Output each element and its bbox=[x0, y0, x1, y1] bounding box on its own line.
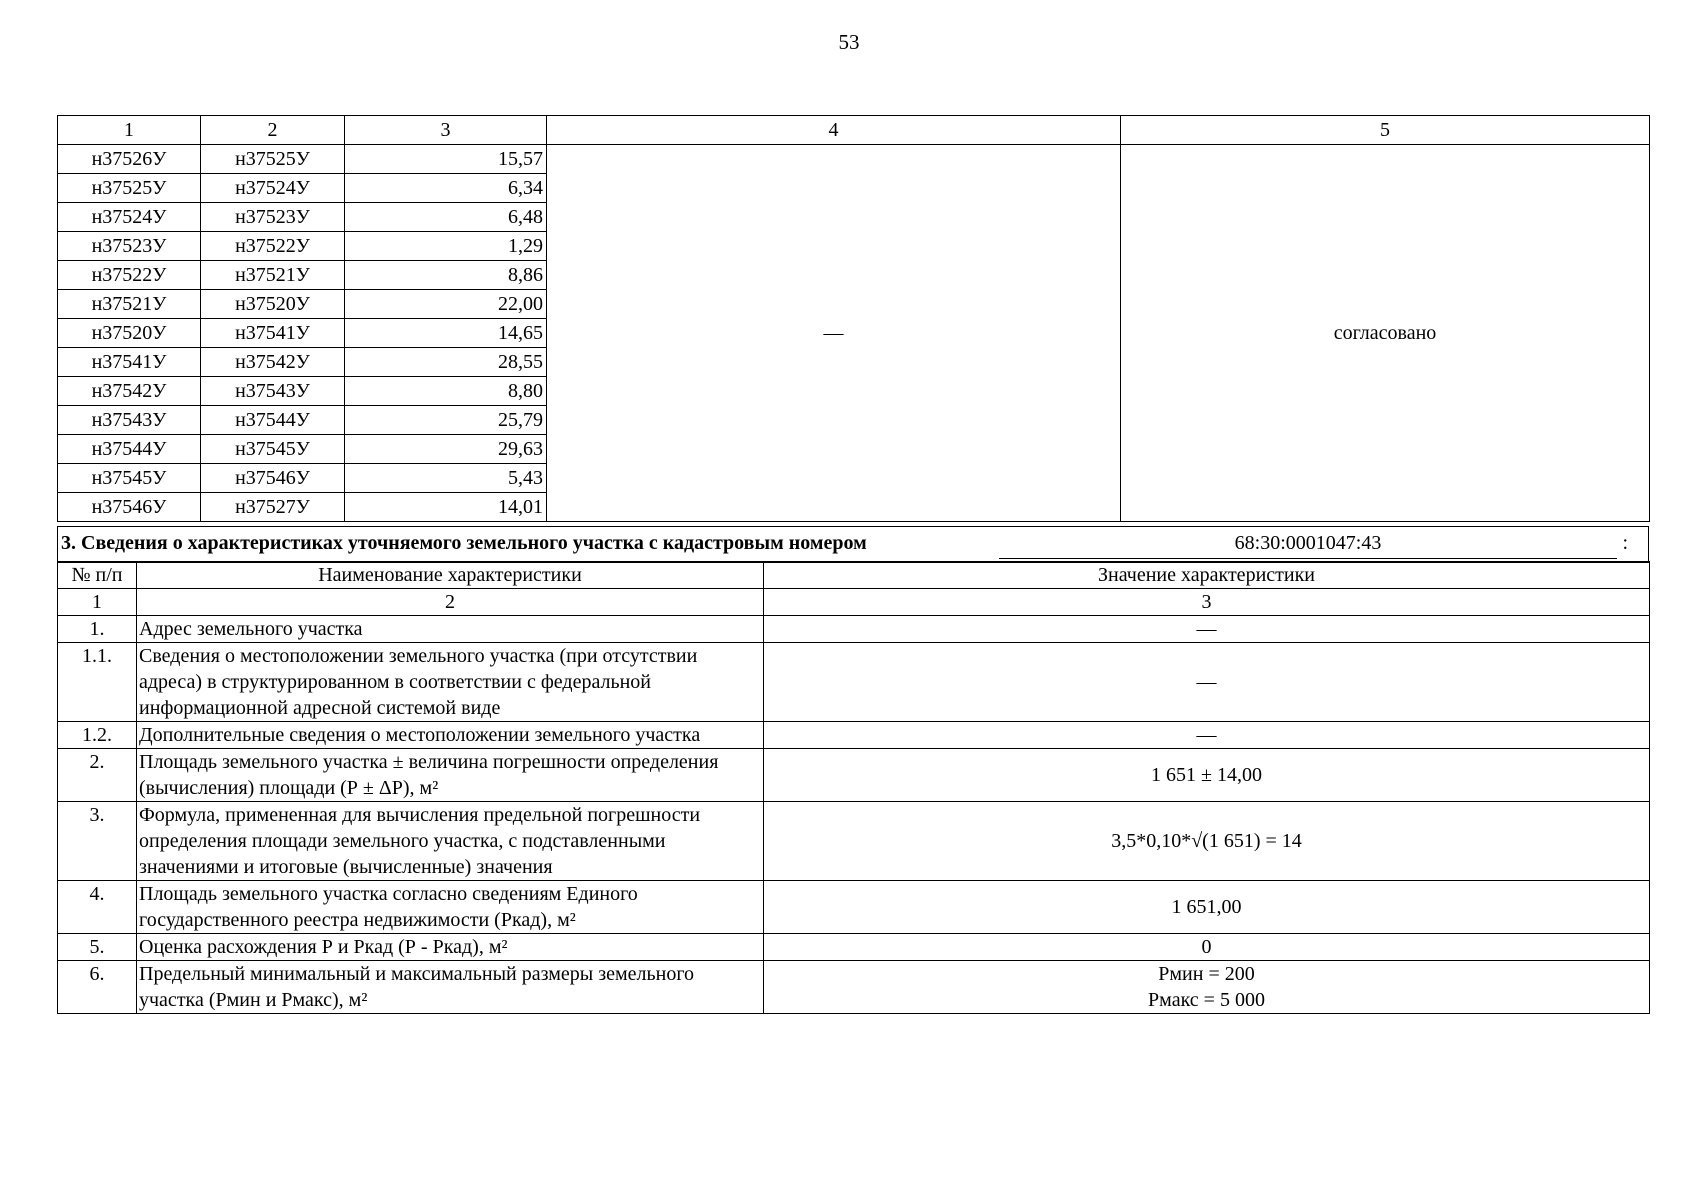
characteristics-header-row bbox=[58, 562, 1650, 589]
length-cell: 28,55 bbox=[345, 348, 547, 377]
point-to-cell: н37523У bbox=[201, 203, 345, 232]
header-cell: 2 bbox=[201, 116, 345, 145]
point-from-cell: н37526У bbox=[58, 145, 201, 174]
point-from-cell: н37543У bbox=[58, 406, 201, 435]
characteristic-value-cell bbox=[764, 616, 1650, 643]
index-cell: 2 bbox=[137, 589, 764, 616]
length-cell: 14,65 bbox=[345, 319, 547, 348]
point-from-cell: н37541У bbox=[58, 348, 201, 377]
row-number-cell: 4. bbox=[58, 881, 137, 934]
characteristic-row bbox=[58, 961, 1650, 1014]
point-from-cell: н37524У bbox=[58, 203, 201, 232]
characteristic-name-cell: Оценка расхождения Р и Ркад (Р - Ркад), м² bbox=[137, 934, 764, 961]
point-from-cell: н37520У bbox=[58, 319, 201, 348]
characteristic-row bbox=[58, 749, 1650, 802]
characteristics-table bbox=[57, 561, 1650, 1014]
point-to-cell: н37521У bbox=[201, 261, 345, 290]
point-to-cell: н37524У bbox=[201, 174, 345, 203]
point-from-cell: н37523У bbox=[58, 232, 201, 261]
point-from-cell: н37521У bbox=[58, 290, 201, 319]
value-text-secondary: Рмакс = 5 000 bbox=[1148, 989, 1265, 1011]
characteristic-value-cell bbox=[764, 881, 1650, 934]
characteristics-index-row bbox=[58, 589, 1650, 616]
length-cell: 14,01 bbox=[345, 493, 547, 522]
segments-table bbox=[57, 115, 1650, 522]
length-cell: 6,34 bbox=[345, 174, 547, 203]
characteristic-value-cell bbox=[764, 934, 1650, 961]
point-to-cell: н37522У bbox=[201, 232, 345, 261]
header-cell: 4 bbox=[547, 116, 1121, 145]
characteristic-value-cell bbox=[764, 802, 1650, 881]
header-cell: 5 bbox=[1121, 116, 1650, 145]
column4-merged-cell: — bbox=[547, 145, 1121, 522]
section3-title-table bbox=[57, 526, 1649, 563]
header-cell: Наименование характеристики bbox=[137, 562, 764, 589]
point-to-cell: н37527У bbox=[201, 493, 345, 522]
point-from-cell: н37522У bbox=[58, 261, 201, 290]
point-from-cell: н37546У bbox=[58, 493, 201, 522]
row-number-cell: 1.1. bbox=[58, 643, 137, 722]
characteristic-row bbox=[58, 722, 1650, 749]
point-to-cell: н37520У bbox=[201, 290, 345, 319]
point-to-cell: н37541У bbox=[201, 319, 345, 348]
section3-title-cell bbox=[58, 527, 1649, 563]
characteristic-name-cell: Адрес земельного участка bbox=[137, 616, 764, 643]
title-colon: : bbox=[1622, 532, 1628, 554]
point-to-cell: н37542У bbox=[201, 348, 345, 377]
point-from-cell: н37544У bbox=[58, 435, 201, 464]
length-cell: 1,29 bbox=[345, 232, 547, 261]
segments-header-row bbox=[58, 116, 1650, 145]
section-title: 3. Сведения о характеристиках уточняемого земельного участка с кадастровым номером bbox=[61, 532, 867, 554]
characteristic-value-cell bbox=[764, 722, 1650, 749]
table-row bbox=[58, 145, 1650, 174]
length-cell: 22,00 bbox=[345, 290, 547, 319]
value-text: — bbox=[1196, 724, 1217, 746]
value-text: — bbox=[1196, 671, 1217, 693]
value-text: Рмин = 200 bbox=[1158, 963, 1255, 985]
characteristic-row bbox=[58, 881, 1650, 934]
point-from-cell: н37542У bbox=[58, 377, 201, 406]
characteristic-name-cell: Формула, примененная для вычисления предельной погрешности определения площади земельного участка, с подставленными значениями и итоговые (вычисленные) значения bbox=[137, 802, 764, 881]
column5-merged-cell: согласовано bbox=[1121, 145, 1650, 522]
characteristic-name-cell: Площадь земельного участка ± величина погрешности определения (вычисления) площади (Р ± ΔР), м² bbox=[137, 749, 764, 802]
point-to-cell: н37525У bbox=[201, 145, 345, 174]
value-text: 1 651 ± 14,00 bbox=[1151, 764, 1262, 786]
length-cell: 15,57 bbox=[345, 145, 547, 174]
row-number-cell: 1.2. bbox=[58, 722, 137, 749]
length-cell: 8,86 bbox=[345, 261, 547, 290]
header-cell: Значение характеристики bbox=[764, 562, 1650, 589]
header-cell: 1 bbox=[58, 116, 201, 145]
characteristic-name-cell: Площадь земельного участка согласно сведениям Единого государственного реестра недвижимости (Ркад), м² bbox=[137, 881, 764, 934]
value-text: 1 651,00 bbox=[1171, 896, 1242, 918]
row-number-cell: 2. bbox=[58, 749, 137, 802]
characteristic-name-cell: Сведения о местоположении земельного участка (при отсутствии адреса) в структурированном в соответствии с федеральной информационной адресной системой виде bbox=[137, 643, 764, 722]
length-cell: 8,80 bbox=[345, 377, 547, 406]
row-number-cell: 3. bbox=[58, 802, 137, 881]
characteristic-row bbox=[58, 934, 1650, 961]
characteristic-row bbox=[58, 802, 1650, 881]
characteristic-value-cell bbox=[764, 643, 1650, 722]
header-cell: № п/п bbox=[58, 562, 137, 589]
page-number: 53 bbox=[838, 30, 860, 54]
row-number-cell: 5. bbox=[58, 934, 137, 961]
characteristic-name-cell: Дополнительные сведения о местоположении земельного участка bbox=[137, 722, 764, 749]
characteristic-name-cell: Предельный минимальный и максимальный размеры земельного участка (Рмин и Рмакс), м² bbox=[137, 961, 764, 1014]
point-to-cell: н37544У bbox=[201, 406, 345, 435]
length-cell: 6,48 bbox=[345, 203, 547, 232]
point-from-cell: н37525У bbox=[58, 174, 201, 203]
characteristic-value-cell bbox=[764, 749, 1650, 802]
length-cell: 5,43 bbox=[345, 464, 547, 493]
value-text: 0 bbox=[1201, 936, 1212, 958]
point-from-cell: н37545У bbox=[58, 464, 201, 493]
point-to-cell: н37546У bbox=[201, 464, 345, 493]
cadastral-number: 68:30:0001047:43 bbox=[999, 530, 1617, 559]
length-cell: 25,79 bbox=[345, 406, 547, 435]
row-number-cell: 6. bbox=[58, 961, 137, 1014]
point-to-cell: н37543У bbox=[201, 377, 345, 406]
point-to-cell: н37545У bbox=[201, 435, 345, 464]
characteristic-row bbox=[58, 616, 1650, 643]
index-cell: 1 bbox=[58, 589, 137, 616]
row-number-cell: 1. bbox=[58, 616, 137, 643]
length-cell: 29,63 bbox=[345, 435, 547, 464]
value-text: 3,5*0,10*√(1 651) = 14 bbox=[1111, 830, 1302, 852]
characteristic-row bbox=[58, 643, 1650, 722]
header-cell: 3 bbox=[345, 116, 547, 145]
value-text: — bbox=[1196, 618, 1217, 640]
characteristic-value-cell bbox=[764, 961, 1650, 1014]
index-cell: 3 bbox=[764, 589, 1650, 616]
